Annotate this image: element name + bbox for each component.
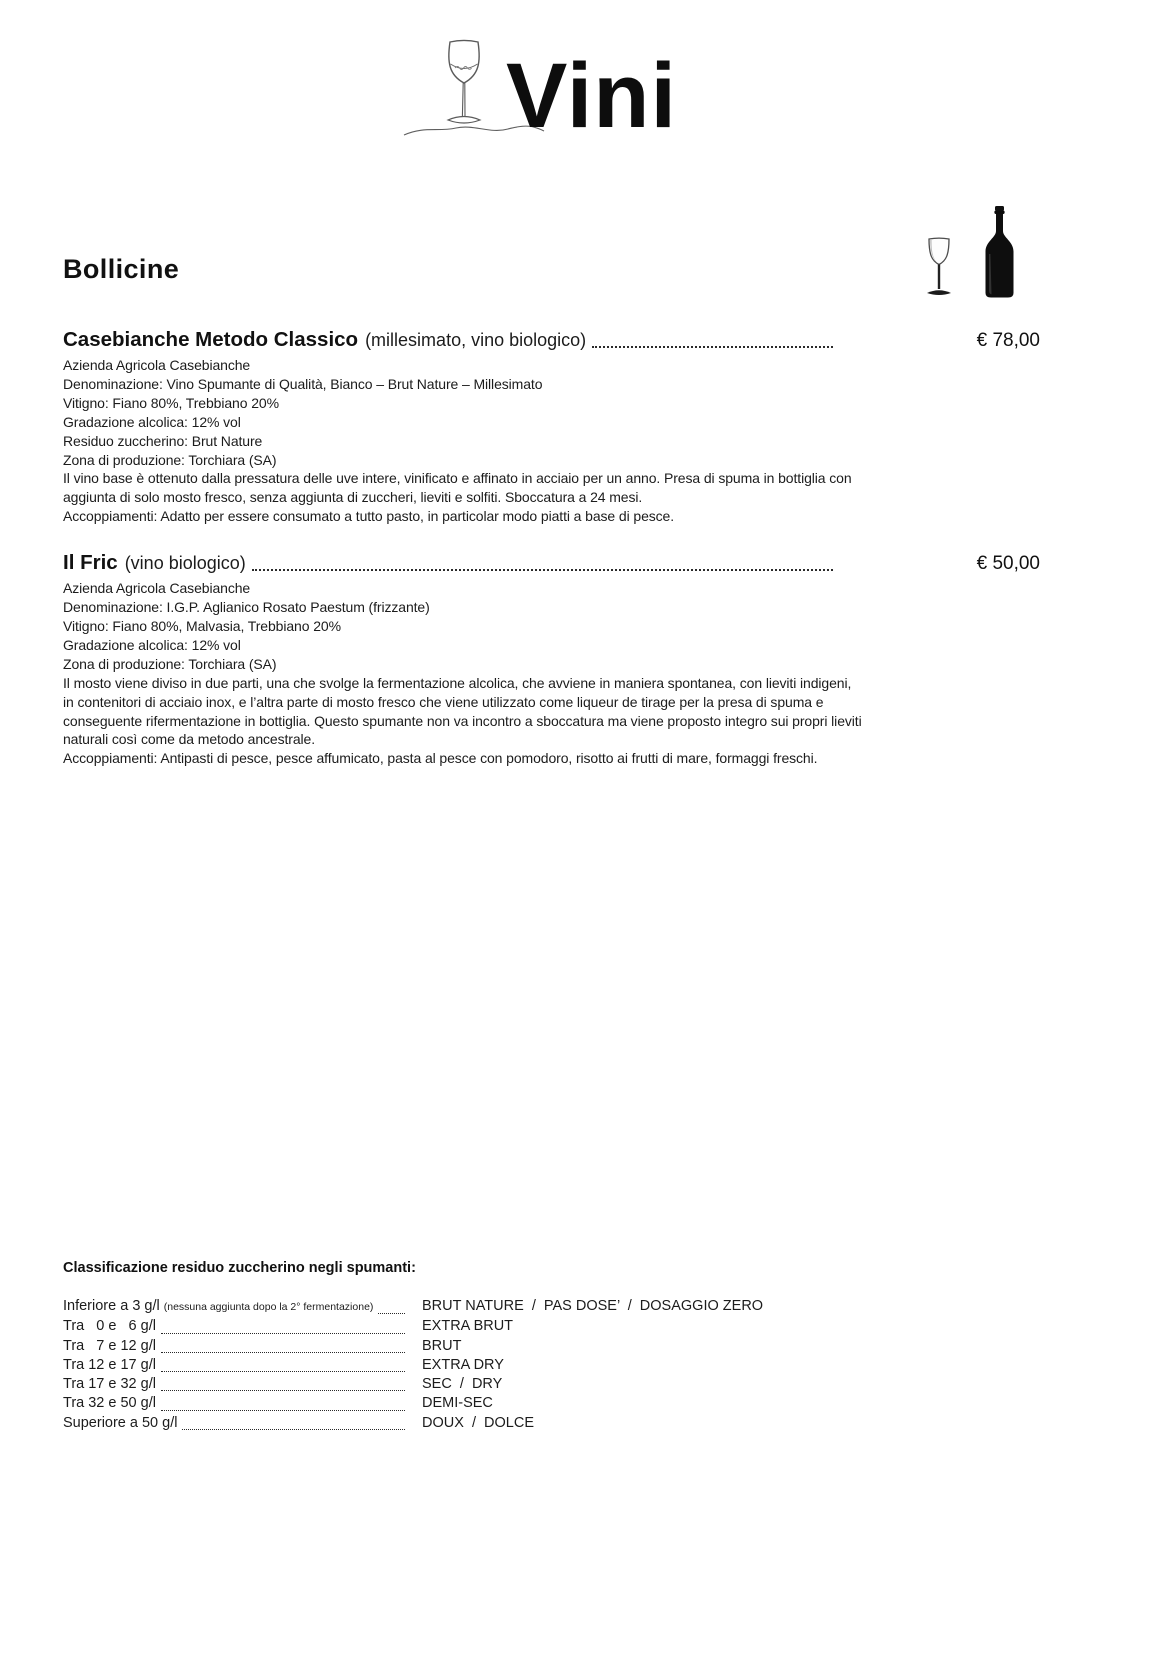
wine-detail-line: Residuo zuccherino: Brut Nature (63, 432, 263, 449)
wine-detail-line: Zona di produzione: Torchiara (SA) (63, 655, 277, 672)
wine-price: € 50,00 (976, 553, 1040, 575)
dot-leader (161, 1410, 405, 1411)
wine-pairing: Accoppiamenti: Antipasti di pesce, pesce affumicato, pasta al pesce con pomodoro, risotto ai frutti di mare, formaggi freschi. (63, 750, 818, 767)
section-heading: Bollicine (63, 254, 180, 284)
dot-leader (592, 346, 833, 348)
wine-entry-header (63, 551, 1040, 575)
classification-note: (nessuna aggiunta dopo la 2° fermentazione) (163, 1301, 374, 1313)
wine-description: Il mosto viene diviso in due parti, una che svolge la fermentazione alcolica, che avviene in maniera spontanea, con lieviti indigeni, in contenitori di acciaio inox, e l’altra parte di mosto fresco che viene utilizzato come liqueur de tirage per la presa di spuma e conseguente rifermentazione in bottiglia. Questo spumante non va incontro a sboccatura ma viene proposto integro sui propri lieviti naturali così come da metodo ancestrale. (63, 674, 862, 748)
wine-detail-line: Gradazione alcolica: 12% vol (63, 636, 241, 653)
classification-row (63, 1375, 823, 1394)
classification-row (63, 1337, 823, 1356)
classification-row (63, 1297, 823, 1317)
dot-leader (161, 1333, 405, 1334)
menu-title: Vini (506, 45, 678, 147)
wine-bottle-icon (983, 206, 1016, 304)
corner-icons (921, 206, 1016, 304)
dot-leader (378, 1313, 405, 1314)
classification-value: EXTRA DRY (422, 1356, 504, 1373)
menu-header (398, 36, 677, 160)
classification-value: BRUT (422, 1337, 462, 1354)
wine-detail-line: Zona di produzione: Torchiara (SA) (63, 451, 277, 468)
wine-price: € 78,00 (976, 330, 1040, 351)
classification-label: Inferiore a 3 g/l (63, 1298, 160, 1314)
wine-subtitle: (vino biologico) (124, 553, 246, 574)
wine-detail-line: Denominazione: I.G.P. Aglianico Rosato Paestum (frizzante) (63, 599, 430, 616)
dot-leader (182, 1429, 405, 1430)
wine-entry (63, 551, 1040, 768)
wine-list (63, 328, 1040, 793)
classification-label: Tra 0 e 6 g/l (63, 1318, 156, 1335)
wine-name: Il Fric (63, 551, 118, 575)
wine-entry (63, 328, 1040, 526)
classification-row (63, 1317, 823, 1336)
wine-subtitle: (millesimato, vino biologico) (365, 330, 587, 350)
wine-detail-line: Vitigno: Fiano 80%, Trebbiano 20% (63, 394, 279, 411)
classification-row (63, 1356, 823, 1375)
wine-description: Il vino base è ottenuto dalla pressatura delle uve intere, vinificato e affinato in acciaio per un anno. Presa di spuma in bottiglia con aggiunta di solo mosto fresco, senza aggiunta di zuccheri, lieviti e solfiti. Sboccatura a 24 mesi. (63, 470, 852, 506)
wine-producer: Azienda Agricola Casebianche (63, 580, 251, 597)
dot-leader (252, 569, 833, 571)
classification-section (63, 1260, 823, 1433)
classification-value: SEC / DRY (422, 1376, 503, 1393)
wine-detail-line: Gradazione alcolica: 12% vol (63, 413, 241, 430)
wine-pairing: Accoppiamenti: Adatto per essere consumato a tutto pasto, in particolar modo piatti a base di pesce. (63, 508, 675, 525)
classification-value: EXTRA BRUT (422, 1318, 514, 1335)
classification-row (63, 1414, 823, 1433)
classification-row (63, 1394, 823, 1413)
dot-leader (161, 1371, 405, 1372)
dot-leader (161, 1390, 405, 1391)
classification-heading: Classificazione residuo zuccherino negli spumanti: (63, 1260, 416, 1276)
classification-label: Tra 12 e 17 g/l (63, 1356, 156, 1373)
classification-label: Superiore a 50 g/l (63, 1414, 178, 1431)
wine-entry-header (63, 328, 1040, 352)
wine-detail-line: Denominazione: Vino Spumante di Qualità, Bianco – Brut Nature – Millesimato (63, 375, 543, 392)
dot-leader (161, 1352, 405, 1353)
classification-value: DEMI-SEC (422, 1395, 493, 1412)
classification-value: BRUT NATURE / PAS DOSE’ / DOSAGGIO ZERO (422, 1298, 764, 1314)
wine-name: Casebianche Metodo Classico (63, 328, 359, 351)
classification-label: Tra 17 e 32 g/l (63, 1376, 156, 1393)
classification-label: Tra 32 e 50 g/l (63, 1395, 156, 1412)
wine-producer: Azienda Agricola Casebianche (63, 357, 251, 373)
wine-glass-icon (921, 237, 957, 304)
classification-value: DOUX / DOLCE (422, 1414, 534, 1431)
wine-detail-line: Vitigno: Fiano 80%, Malvasia, Trebbiano 20% (63, 617, 341, 634)
classification-label: Tra 7 e 12 g/l (63, 1337, 156, 1354)
